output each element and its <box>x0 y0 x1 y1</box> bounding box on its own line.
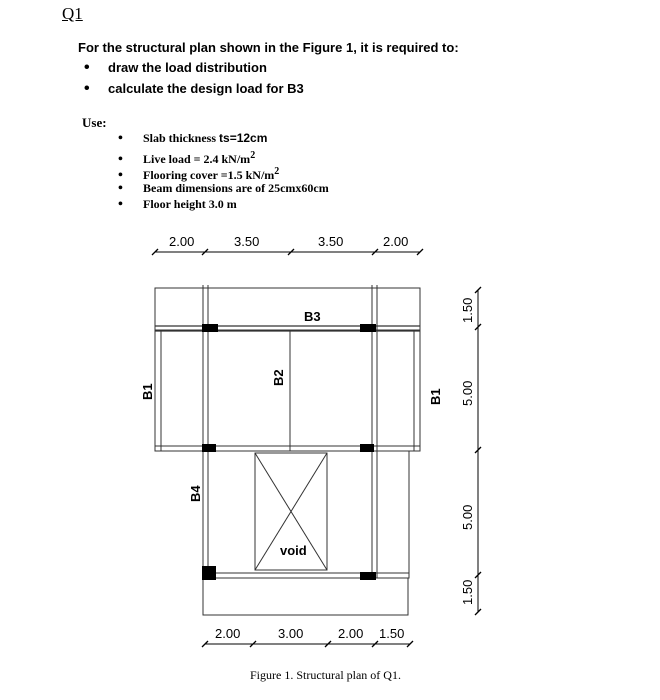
columns <box>202 324 376 580</box>
use-item-emph: ts=12cm <box>219 131 268 145</box>
column <box>360 324 376 332</box>
use-item-text: Live load = 2.4 kN/m <box>143 151 251 166</box>
beam-label-b2: B2 <box>271 369 286 386</box>
use-item-sup: 2 <box>274 166 280 177</box>
beam-labels <box>140 309 443 558</box>
dim-label: 3.50 <box>318 234 344 249</box>
dim-label: 3.50 <box>234 234 260 249</box>
dim-label: 2.00 <box>383 234 409 249</box>
beam-label-b3: B3 <box>304 309 321 324</box>
use-item-sup: 2 <box>250 149 256 161</box>
dim-label: 1.50 <box>460 297 475 323</box>
use-item-text: Floor height 3.0 m <box>143 197 237 211</box>
dim-label: 2.00 <box>215 626 241 641</box>
dim-label: 5.00 <box>460 380 475 406</box>
column <box>202 444 216 452</box>
top-dimension-labels <box>169 234 408 249</box>
task-item: • calculate the design load for B3 <box>84 81 304 102</box>
column <box>360 444 374 452</box>
dim-label: 2.00 <box>169 234 195 249</box>
beam-label-b1-right: B1 <box>428 388 443 405</box>
figure-caption: Figure 1. Structural plan of Q1. <box>250 668 401 682</box>
beam-label-b4: B4 <box>188 485 203 502</box>
use-item-text: Beam dimensions are of 25cmx60cm <box>143 180 329 195</box>
column <box>202 324 218 332</box>
question-number: Q1 <box>62 4 83 23</box>
beam-label-b1-left: B1 <box>140 383 155 400</box>
right-dimension-labels <box>460 298 475 605</box>
task-item: • draw the load distribution <box>84 60 304 81</box>
bottom-dimension-labels <box>215 626 404 641</box>
use-item-text: Flooring cover =1.5 kN/m <box>143 168 275 182</box>
question-intro: For the structural plan shown in the Figure 1, it is required to: <box>78 40 459 55</box>
dim-label: 5.00 <box>460 504 475 530</box>
plan-outline <box>155 285 420 615</box>
dim-label: 2.00 <box>338 626 364 641</box>
dim-label: 1.50 <box>460 579 475 605</box>
use-item-text: Slab thickness <box>143 131 220 145</box>
void-label: void <box>280 543 307 558</box>
use-label: Use: <box>82 115 107 130</box>
column <box>202 566 216 580</box>
column <box>360 572 376 580</box>
dim-label: 3.00 <box>278 626 304 641</box>
dim-label: 1.50 <box>379 626 405 641</box>
